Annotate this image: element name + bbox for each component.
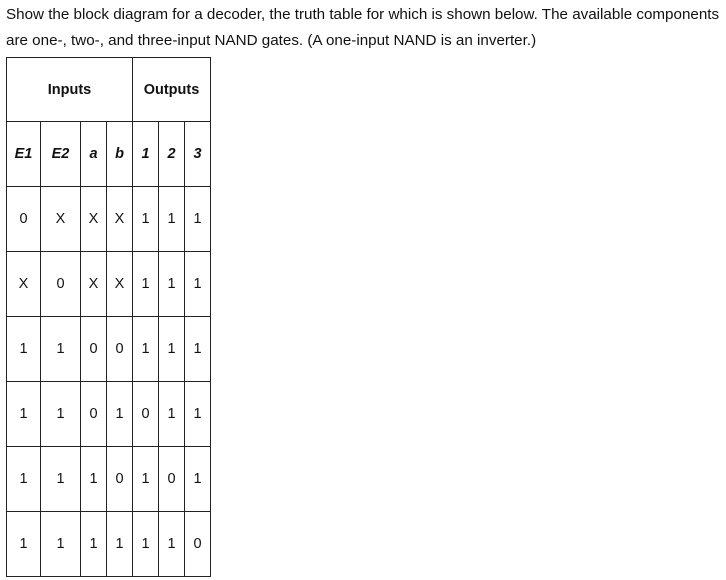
col-header-1: 1 — [133, 122, 159, 187]
table-row — [7, 447, 211, 512]
table-cell: 0 — [133, 382, 159, 447]
table-cell: X — [107, 252, 133, 317]
table-cell: 1 — [185, 447, 211, 512]
col-header-e2: E2 — [41, 122, 81, 187]
table-cell: 1 — [107, 382, 133, 447]
col-header-a: a — [81, 122, 107, 187]
table-cell: 0 — [7, 187, 41, 252]
table-row — [7, 252, 211, 317]
table-cell: X — [81, 187, 107, 252]
table-cell: 1 — [185, 317, 211, 382]
table-cell: 1 — [133, 512, 159, 577]
table-cell: 1 — [159, 187, 185, 252]
table-cell: 1 — [159, 512, 185, 577]
table-cell: 1 — [185, 382, 211, 447]
truth-table — [6, 57, 211, 577]
inputs-header: Inputs — [7, 58, 133, 122]
table-cell: 0 — [107, 447, 133, 512]
outputs-header: Outputs — [133, 58, 211, 122]
table-row — [7, 382, 211, 447]
table-cell: 1 — [133, 317, 159, 382]
column-header-row — [7, 122, 211, 187]
table-cell: 1 — [81, 447, 107, 512]
table-row — [7, 512, 211, 577]
table-cell: 1 — [159, 252, 185, 317]
table-cell: X — [81, 252, 107, 317]
table-cell: 1 — [107, 512, 133, 577]
table-cell: 1 — [159, 317, 185, 382]
table-cell: X — [41, 187, 81, 252]
col-header-3: 3 — [185, 122, 211, 187]
table-cell: 1 — [133, 252, 159, 317]
question-text: Show the block diagram for a decoder, the truth table for which is shown below. The available components are one-, two-, and three-input NAND gates. (A one-input NAND is an inverter.) — [6, 6, 720, 49]
table-cell: 1 — [185, 187, 211, 252]
group-header-row — [7, 58, 211, 122]
table-cell: 1 — [7, 447, 41, 512]
table-cell: 1 — [41, 317, 81, 382]
table-cell: 1 — [7, 317, 41, 382]
table-cell: X — [107, 187, 133, 252]
table-cell: 0 — [107, 317, 133, 382]
table-cell: 0 — [81, 317, 107, 382]
table-cell: 1 — [133, 447, 159, 512]
table-cell: X — [7, 252, 41, 317]
table-cell: 1 — [7, 382, 41, 447]
table-cell: 0 — [41, 252, 81, 317]
table-cell: 1 — [41, 382, 81, 447]
table-cell: 1 — [185, 252, 211, 317]
table-cell: 1 — [159, 382, 185, 447]
table-row — [7, 187, 211, 252]
table-cell: 1 — [41, 447, 81, 512]
table-cell: 0 — [159, 447, 185, 512]
col-header-2: 2 — [159, 122, 185, 187]
table-cell: 1 — [41, 512, 81, 577]
table-cell: 1 — [7, 512, 41, 577]
col-header-e1: E1 — [7, 122, 41, 187]
table-cell: 1 — [133, 187, 159, 252]
col-header-b: b — [107, 122, 133, 187]
table-cell: 1 — [81, 512, 107, 577]
table-cell: 0 — [81, 382, 107, 447]
table-row — [7, 317, 211, 382]
table-cell: 0 — [185, 512, 211, 577]
